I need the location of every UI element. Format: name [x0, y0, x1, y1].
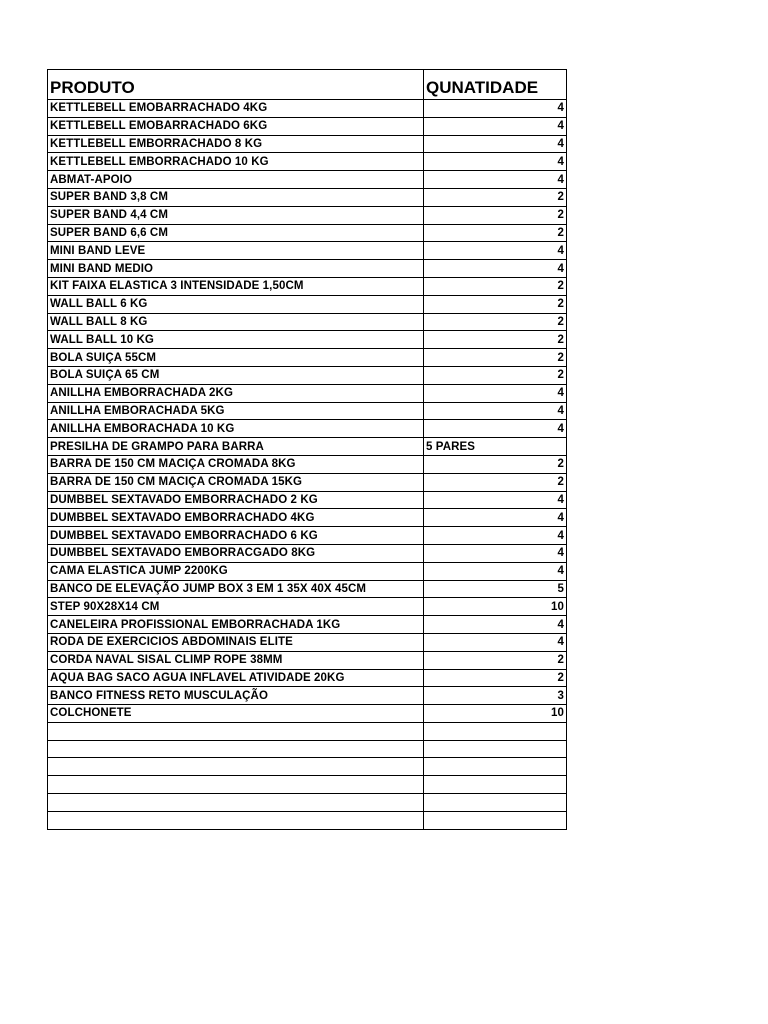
table-row [48, 313, 567, 331]
quantity-cell: 5 PARES [424, 438, 567, 456]
product-cell: ANILLHA EMBORACHADA 10 KG [48, 420, 424, 438]
table-row [48, 295, 567, 313]
quantity-cell: 4 [424, 402, 567, 420]
table-row [48, 224, 567, 242]
table-row [48, 633, 567, 651]
table-row [48, 491, 567, 509]
product-cell: MINI BAND MEDIO [48, 260, 424, 278]
table-row [48, 420, 567, 438]
quantity-cell: 4 [424, 544, 567, 562]
header-quantity: QUNATIDADE [424, 70, 567, 100]
header-product: PRODUTO [48, 70, 424, 100]
table-row [48, 580, 567, 598]
quantity-cell: 2 [424, 188, 567, 206]
product-cell: SUPER BAND 4,4 CM [48, 206, 424, 224]
table-row [48, 384, 567, 402]
table-row [48, 687, 567, 705]
table-row [48, 544, 567, 562]
product-cell: CORDA NAVAL SISAL CLIMP ROPE 38MM [48, 651, 424, 669]
product-cell: KIT FAIXA ELASTICA 3 INTENSIDADE 1,50CM [48, 277, 424, 295]
table-row [48, 527, 567, 545]
table-row [48, 331, 567, 349]
table-row [48, 651, 567, 669]
quantity-cell: 2 [424, 455, 567, 473]
product-cell: SUPER BAND 3,8 CM [48, 188, 424, 206]
quantity-cell: 10 [424, 705, 567, 723]
product-cell: BOLA SUIÇA 55CM [48, 349, 424, 367]
table-row [48, 277, 567, 295]
quantity-cell: 2 [424, 295, 567, 313]
product-cell: DUMBBEL SEXTAVADO EMBORRACHADO 6 KG [48, 527, 424, 545]
table-row [48, 758, 567, 776]
table-row [48, 260, 567, 278]
quantity-cell: 4 [424, 100, 567, 118]
product-cell: ABMAT-APOIO [48, 171, 424, 189]
product-cell: DUMBBEL SEXTAVADO EMBORRACGADO 8KG [48, 544, 424, 562]
quantity-cell: 4 [424, 562, 567, 580]
quantity-cell: 2 [424, 651, 567, 669]
quantity-cell: 4 [424, 153, 567, 171]
table-row [48, 171, 567, 189]
quantity-cell: 4 [424, 117, 567, 135]
quantity-cell: 4 [424, 616, 567, 634]
quantity-cell [424, 811, 567, 829]
product-cell: BARRA DE 150 CM MACIÇA CROMADA 8KG [48, 455, 424, 473]
product-cell [48, 758, 424, 776]
table-row [48, 100, 567, 118]
quantity-cell [424, 758, 567, 776]
product-cell [48, 740, 424, 758]
quantity-cell: 5 [424, 580, 567, 598]
table-row [48, 616, 567, 634]
product-cell: SUPER BAND 6,6 CM [48, 224, 424, 242]
quantity-cell: 4 [424, 242, 567, 260]
product-cell [48, 794, 424, 812]
table-row [48, 669, 567, 687]
product-cell: KETTLEBELL EMBORRACHADO 10 KG [48, 153, 424, 171]
quantity-cell: 4 [424, 135, 567, 153]
product-cell: ANILLHA EMBORRACHADA 2KG [48, 384, 424, 402]
quantity-cell: 2 [424, 669, 567, 687]
product-quantity-table [47, 69, 567, 830]
table-row [48, 473, 567, 491]
product-cell: KETTLEBELL EMOBARRACHADO 6KG [48, 117, 424, 135]
table-row [48, 776, 567, 794]
quantity-cell: 4 [424, 633, 567, 651]
product-cell: CANELEIRA PROFISSIONAL EMBORRACHADA 1KG [48, 616, 424, 634]
quantity-cell: 10 [424, 598, 567, 616]
table-row [48, 117, 567, 135]
product-cell: WALL BALL 6 KG [48, 295, 424, 313]
table-row [48, 349, 567, 367]
quantity-cell: 2 [424, 224, 567, 242]
table-row [48, 598, 567, 616]
product-cell: STEP 90X28X14 CM [48, 598, 424, 616]
product-cell: AQUA BAG SACO AGUA INFLAVEL ATIVIDADE 20KG [48, 669, 424, 687]
table-row [48, 562, 567, 580]
quantity-cell: 2 [424, 349, 567, 367]
quantity-cell: 3 [424, 687, 567, 705]
quantity-cell [424, 740, 567, 758]
table-row [48, 811, 567, 829]
quantity-cell: 4 [424, 509, 567, 527]
quantity-cell [424, 794, 567, 812]
product-cell: MINI BAND LEVE [48, 242, 424, 260]
quantity-cell: 4 [424, 171, 567, 189]
product-cell: RODA DE EXERCICIOS ABDOMINAIS ELITE [48, 633, 424, 651]
product-cell: BOLA SUIÇA 65 CM [48, 366, 424, 384]
table-row [48, 366, 567, 384]
quantity-cell: 4 [424, 420, 567, 438]
quantity-cell: 4 [424, 527, 567, 545]
table-row [48, 188, 567, 206]
quantity-cell: 4 [424, 491, 567, 509]
product-cell: KETTLEBELL EMBORRACHADO 8 KG [48, 135, 424, 153]
table-row [48, 455, 567, 473]
product-cell: KETTLEBELL EMOBARRACHADO 4KG [48, 100, 424, 118]
product-cell: ANILLHA EMBORACHADA 5KG [48, 402, 424, 420]
quantity-cell: 2 [424, 313, 567, 331]
table-row [48, 402, 567, 420]
product-cell: CAMA ELASTICA JUMP 2200KG [48, 562, 424, 580]
quantity-cell: 4 [424, 384, 567, 402]
table-row [48, 242, 567, 260]
product-cell: BARRA DE 150 CM MACIÇA CROMADA 15KG [48, 473, 424, 491]
product-cell: PRESILHA DE GRAMPO PARA BARRA [48, 438, 424, 456]
quantity-cell: 2 [424, 206, 567, 224]
table-row [48, 153, 567, 171]
quantity-cell: 2 [424, 331, 567, 349]
table-row [48, 135, 567, 153]
quantity-cell: 2 [424, 366, 567, 384]
table-row [48, 705, 567, 723]
table-row [48, 438, 567, 456]
quantity-cell: 4 [424, 260, 567, 278]
product-cell: WALL BALL 8 KG [48, 313, 424, 331]
product-cell [48, 776, 424, 794]
product-cell: DUMBBEL SEXTAVADO EMBORRACHADO 2 KG [48, 491, 424, 509]
product-cell [48, 722, 424, 740]
quantity-cell [424, 722, 567, 740]
product-cell: BANCO DE ELEVAÇÃO JUMP BOX 3 EM 1 35X 40X 45CM [48, 580, 424, 598]
product-cell [48, 811, 424, 829]
table-row [48, 794, 567, 812]
table-row [48, 206, 567, 224]
header-row [48, 70, 567, 100]
product-cell: BANCO FITNESS RETO MUSCULAÇÃO [48, 687, 424, 705]
product-cell: COLCHONETE [48, 705, 424, 723]
table-row [48, 722, 567, 740]
quantity-cell [424, 776, 567, 794]
table-row [48, 509, 567, 527]
product-cell: WALL BALL 10 KG [48, 331, 424, 349]
quantity-cell: 2 [424, 277, 567, 295]
table-row [48, 740, 567, 758]
quantity-cell: 2 [424, 473, 567, 491]
product-cell: DUMBBEL SEXTAVADO EMBORRACHADO 4KG [48, 509, 424, 527]
